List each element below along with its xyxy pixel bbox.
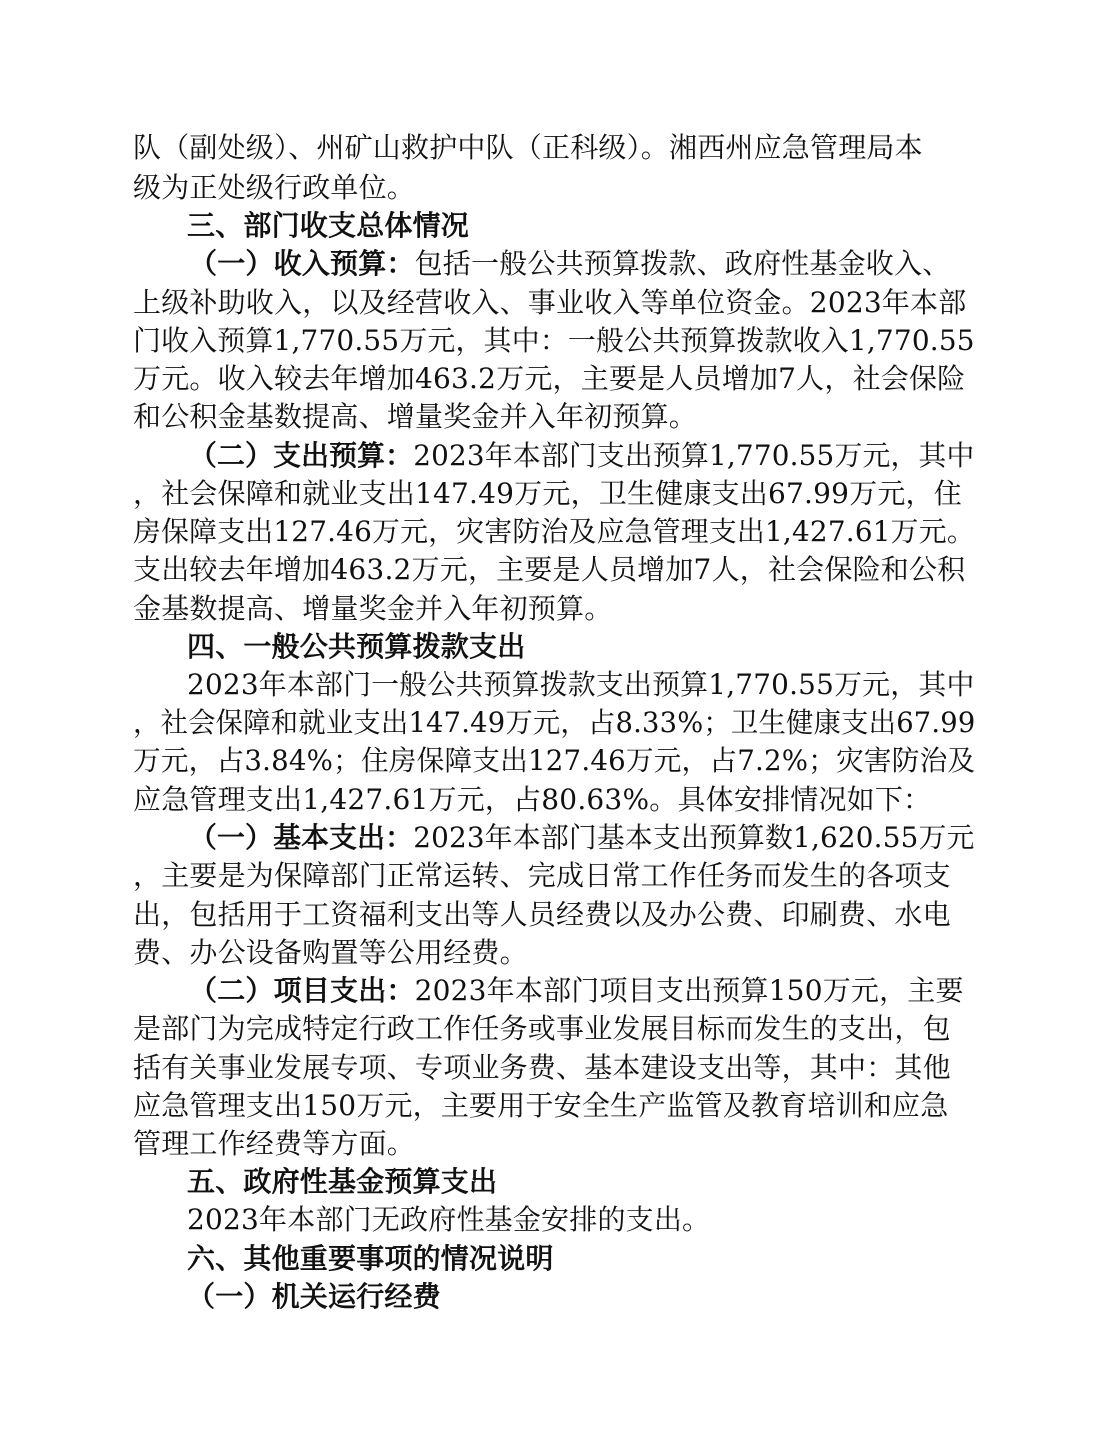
line-text: 应急管理支出150万元，主要用于安全生产监管及教育培训和应急 — [133, 1089, 949, 1122]
line-text: 万元。收入较去年增加463.2万元，主要是人员增加7人，社会保险 — [133, 362, 966, 395]
text-line — [133, 397, 697, 437]
heading-text: （一）机关运行经费 — [187, 1280, 441, 1313]
line-text: 应急管理支出1,427.61万元，占80.63%。具体安排情况如下： — [133, 783, 932, 816]
text-line — [133, 1048, 951, 1088]
line-text: 门收入预算1,770.55万元，其中：一般公共预算拨款收入1,770.55 — [133, 324, 975, 357]
line-text: 队（副处级）、州矿山救护中队（正科级）。湘西州应急管理局本 — [133, 131, 923, 164]
text-line — [133, 128, 923, 168]
line-text: 包括一般公共预算拨款、政府性基金收入、 — [414, 247, 951, 280]
heading-text: 五、政府性基金预算支出 — [187, 1165, 498, 1198]
section-heading-6 — [187, 1239, 554, 1279]
text-line — [133, 1009, 951, 1049]
paragraph-project-expense-start — [189, 971, 964, 1011]
text-line — [133, 550, 965, 590]
text-line — [133, 741, 975, 781]
subheading-text: （一）收入预算： — [189, 247, 415, 280]
text-line — [187, 1200, 710, 1240]
subheading-text: （二）支出预算： — [189, 439, 414, 472]
paragraph-income-budget-start — [189, 244, 950, 284]
heading-text: 四、一般公共预算拨款支出 — [187, 630, 526, 663]
text-line — [133, 474, 962, 514]
subsection-heading-operating-costs — [187, 1277, 441, 1317]
subheading-text: （二）项目支出： — [189, 974, 415, 1007]
line-text: 是部门为完成特定行政工作任务或事业发展目标而发生的支出，包 — [133, 1012, 951, 1045]
text-line — [133, 1124, 415, 1164]
line-text: 金基数提高、增量奖金并入年初预算。 — [133, 592, 613, 625]
text-line — [133, 512, 975, 552]
section-heading-4 — [187, 627, 525, 667]
paragraph-expense-budget-start — [189, 436, 975, 476]
line-text: 费、办公设备购置等公用经费。 — [133, 936, 528, 969]
text-line — [133, 321, 975, 361]
line-text: 支出较去年增加463.2万元，主要是人员增加7人，社会保险和公积 — [133, 553, 966, 586]
text-line — [133, 856, 951, 896]
section-heading-3 — [187, 206, 469, 246]
text-line — [133, 933, 528, 973]
line-text: 万元，占3.84%；住房保障支出127.46万元，占7.2%；灾害防治及 — [133, 744, 976, 777]
line-text: 2023年本部门项目支出预算150万元，主要 — [414, 974, 964, 1007]
section-heading-5 — [187, 1162, 497, 1202]
line-text: 2023年本部门无政府性基金安排的支出。 — [187, 1203, 711, 1236]
line-text: ，主要是为保障部门正常运转、完成日常工作任务而发生的各项支 — [133, 859, 951, 892]
subheading-text: （一）基本支出： — [189, 821, 414, 854]
line-text: ，社会保障和就业支出147.49万元，卫生健康支出67.99万元，住 — [133, 477, 962, 510]
heading-text: 六、其他重要事项的情况说明 — [187, 1242, 554, 1275]
line-text: 2023年本部门一般公共预算拨款支出预算1,770.55万元，其中 — [187, 668, 975, 701]
text-line — [133, 895, 951, 935]
text-line — [133, 589, 612, 629]
line-text: 房保障支出127.46万元，灾害防治及应急管理支出1,427.61万元。 — [133, 515, 975, 548]
text-line — [133, 780, 931, 820]
line-text: 2023年本部门支出预算1,770.55万元，其中 — [413, 439, 975, 472]
heading-text: 三、部门收支总体情况 — [187, 209, 470, 242]
line-text: 2023年本部门基本支出预算数1,620.55万元 — [413, 821, 975, 854]
line-text: 出，包括用于工资福利支出等人员经费以及办公费、印刷费、水电 — [133, 898, 951, 931]
paragraph-basic-expense-start — [189, 818, 975, 858]
line-text: 上级补助收入，以及经营收入、事业收入等单位资金。2023年本部 — [133, 286, 967, 319]
text-line — [187, 665, 975, 705]
line-text: 管理工作经费等方面。 — [133, 1127, 416, 1160]
text-line — [133, 283, 966, 323]
line-text: 和公积金基数提高、增量奖金并入年初预算。 — [133, 400, 698, 433]
text-line — [133, 359, 965, 399]
line-text: 括有关事业发展专项、专项业务费、基本建设支出等，其中：其他 — [133, 1051, 951, 1084]
line-text: 级为正处级行政单位。 — [133, 171, 416, 204]
line-text: ，社会保障和就业支出147.49万元，占8.33%；卫生健康支出67.99 — [133, 706, 976, 739]
text-line — [133, 1086, 948, 1126]
text-line — [133, 168, 415, 208]
text-line — [133, 703, 975, 743]
